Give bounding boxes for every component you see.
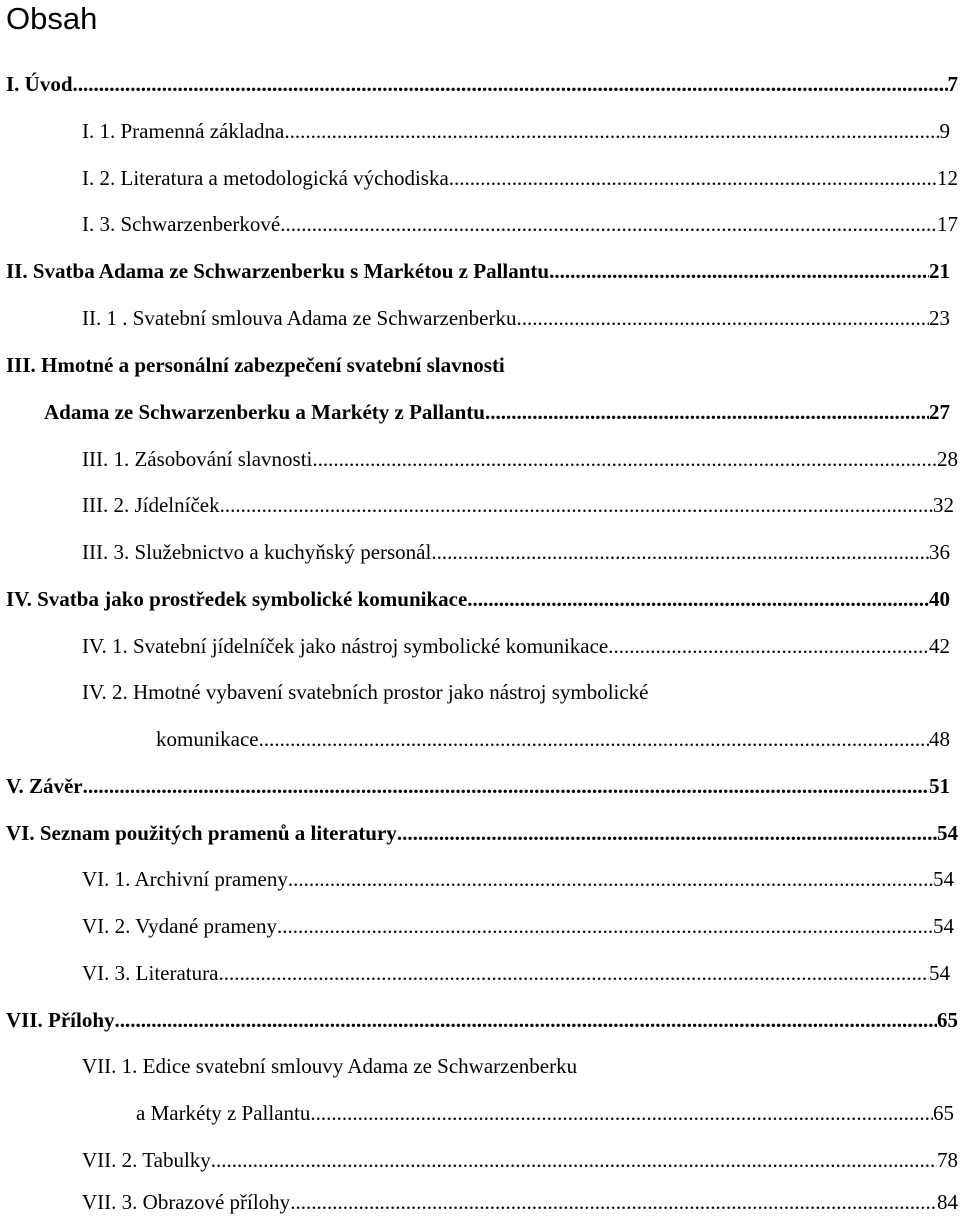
toc-entry-title: III. 3. Služebnictvo a kuchyňský personál bbox=[82, 540, 432, 564]
toc-entry-page: 65 bbox=[937, 1008, 958, 1032]
toc-entry-title: I. 2. Literatura a metodologická východiska bbox=[82, 166, 449, 190]
toc-entry-page: 54 bbox=[933, 914, 954, 938]
toc-entry-page: 32 bbox=[933, 493, 954, 517]
toc-entry-page: 27 bbox=[929, 400, 950, 424]
toc-entry-page: 17 bbox=[937, 212, 958, 236]
toc-entry-title: III. 1. Zásobování slavnosti bbox=[82, 447, 313, 471]
toc-leader bbox=[284, 116, 939, 146]
toc-leader bbox=[485, 397, 929, 427]
toc-entry-sluzebnictvo[interactable] bbox=[0, 537, 960, 567]
toc-leader bbox=[73, 69, 948, 99]
toc-leader bbox=[288, 864, 933, 894]
toc-entry-zaver[interactable] bbox=[0, 771, 960, 801]
toc-leader bbox=[516, 303, 929, 333]
toc-entry-jidelnicek[interactable] bbox=[0, 490, 960, 520]
toc-entry-page: 9 bbox=[939, 119, 950, 143]
toc-entry-title: IV. Svatba jako prostředek symbolické komunikace bbox=[6, 587, 468, 611]
toc-entry-page: 36 bbox=[929, 540, 950, 564]
toc-entry-title: VII. 2. Tabulky bbox=[82, 1148, 211, 1172]
toc-entry-page: 7 bbox=[947, 72, 958, 96]
toc-entry-title: V. Závěr bbox=[6, 774, 83, 798]
toc-entry-literatura[interactable] bbox=[0, 958, 960, 988]
toc-entry-svatebni-jidelnicek[interactable] bbox=[0, 631, 960, 661]
toc-entry-edice-smlouvy-line1[interactable]: VII. 1. Edice svatební smlouvy Adama ze Schwarzenberku bbox=[82, 1054, 578, 1078]
toc-entry-page: 12 bbox=[937, 166, 958, 190]
toc-leader bbox=[218, 958, 929, 988]
toc-entry-page: 28 bbox=[937, 447, 958, 471]
toc-entry-title: Adama ze Schwarzenberku a Markéty z Pallantu bbox=[44, 400, 485, 424]
toc-leader bbox=[467, 584, 929, 614]
toc-entry-prilohy[interactable] bbox=[0, 1005, 960, 1035]
toc-entry-schwarzenberkove[interactable] bbox=[0, 209, 960, 239]
toc-entry-title: I. 3. Schwarzenberkové bbox=[82, 212, 281, 236]
toc-entry-title: II. Svatba Adama ze Schwarzenberku s Markétou z Pallantu bbox=[6, 259, 550, 283]
toc-entry-page: 84 bbox=[937, 1190, 958, 1214]
toc-entry-title: I. 1. Pramenná základna bbox=[82, 119, 285, 143]
toc-leader bbox=[431, 537, 929, 567]
toc-leader bbox=[312, 444, 937, 474]
toc-entry-hmotne-vybaveni-line1[interactable]: IV. 2. Hmotné vybavení svatebních prostor jako nástroj symbolické bbox=[82, 680, 649, 704]
toc-entry-pramenna-zakladna[interactable] bbox=[0, 116, 960, 146]
toc-entry-page: 78 bbox=[937, 1148, 958, 1172]
toc-leader bbox=[310, 1098, 933, 1128]
toc-entry-title: a Markéty z Pallantu bbox=[136, 1101, 311, 1125]
toc-entry-hmotne-vybaveni[interactable] bbox=[0, 724, 960, 754]
toc-entry-hmotne-zabezpeceni[interactable] bbox=[0, 397, 960, 427]
toc-entry-obrazove-prilohy[interactable] bbox=[0, 1187, 960, 1217]
toc-entry-title: III. 2. Jídelníček bbox=[82, 493, 220, 517]
toc-entry-page: 40 bbox=[929, 587, 950, 611]
toc-entry-title: VI. 2. Vydané prameny bbox=[82, 914, 277, 938]
toc-entry-title: I. Úvod bbox=[6, 72, 73, 96]
toc-entry-tabulky[interactable] bbox=[0, 1145, 960, 1175]
toc-entry-archivni-prameny[interactable] bbox=[0, 864, 960, 894]
toc-entry-page: 42 bbox=[929, 634, 950, 658]
toc-entry-page: 23 bbox=[929, 306, 950, 330]
toc-entry-page: 51 bbox=[929, 774, 950, 798]
toc-entry-page: 21 bbox=[929, 259, 950, 283]
toc-entry-literatura-metodologie[interactable] bbox=[0, 163, 960, 193]
toc-entry-title: VI. Seznam použitých pramenů a literatury bbox=[6, 821, 397, 845]
toc-entry-symbolicka-komunikace[interactable] bbox=[0, 584, 960, 614]
toc-entry-title: VI. 3. Literatura bbox=[82, 961, 219, 985]
toc-entry-seznam-pramenu[interactable] bbox=[0, 818, 960, 848]
toc-entry-title: VII. Přílohy bbox=[6, 1008, 115, 1032]
toc-entry-vydane-prameny[interactable] bbox=[0, 911, 960, 941]
toc-entry-page: 48 bbox=[929, 727, 950, 751]
toc-entry-title: VII. 3. Obrazové přílohy bbox=[82, 1190, 291, 1214]
toc-leader bbox=[277, 911, 933, 941]
toc-leader bbox=[549, 256, 929, 286]
toc-leader bbox=[449, 163, 937, 193]
toc-leader bbox=[280, 209, 937, 239]
toc-entry-page: 54 bbox=[929, 961, 950, 985]
toc-entry-page: 54 bbox=[937, 821, 958, 845]
toc-leader bbox=[83, 771, 929, 801]
toc-leader bbox=[211, 1145, 937, 1175]
toc-entry-page: 54 bbox=[933, 867, 954, 891]
toc-leader bbox=[608, 631, 929, 661]
toc-leader bbox=[290, 1187, 937, 1217]
toc-entry-svatba-adama[interactable] bbox=[0, 256, 960, 286]
toc-leader bbox=[220, 490, 933, 520]
toc-entry-uvod[interactable] bbox=[0, 69, 960, 99]
toc-entry-title: VI. 1. Archivní prameny bbox=[82, 867, 288, 891]
toc-entry-zasobovani[interactable] bbox=[0, 444, 960, 474]
toc-leader bbox=[259, 724, 929, 754]
page-title: Obsah bbox=[6, 1, 98, 36]
toc-entry-title: II. 1 . Svatební smlouva Adama ze Schwarzenberku bbox=[82, 306, 517, 330]
toc-entry-hmotne-zabezpeceni-line1[interactable]: III. Hmotné a personální zabezpečení svatební slavnosti bbox=[6, 353, 505, 377]
toc-leader bbox=[115, 1005, 937, 1035]
toc-entry-title: IV. 1. Svatební jídelníček jako nástroj symbolické komunikace bbox=[82, 634, 609, 658]
toc-entry-svatebni-smlouva[interactable] bbox=[0, 303, 960, 333]
toc-entry-edice-smlouvy[interactable] bbox=[0, 1098, 960, 1128]
toc-entry-title: komunikace bbox=[156, 727, 259, 751]
toc-entry-page: 65 bbox=[933, 1101, 954, 1125]
toc-leader bbox=[397, 818, 937, 848]
